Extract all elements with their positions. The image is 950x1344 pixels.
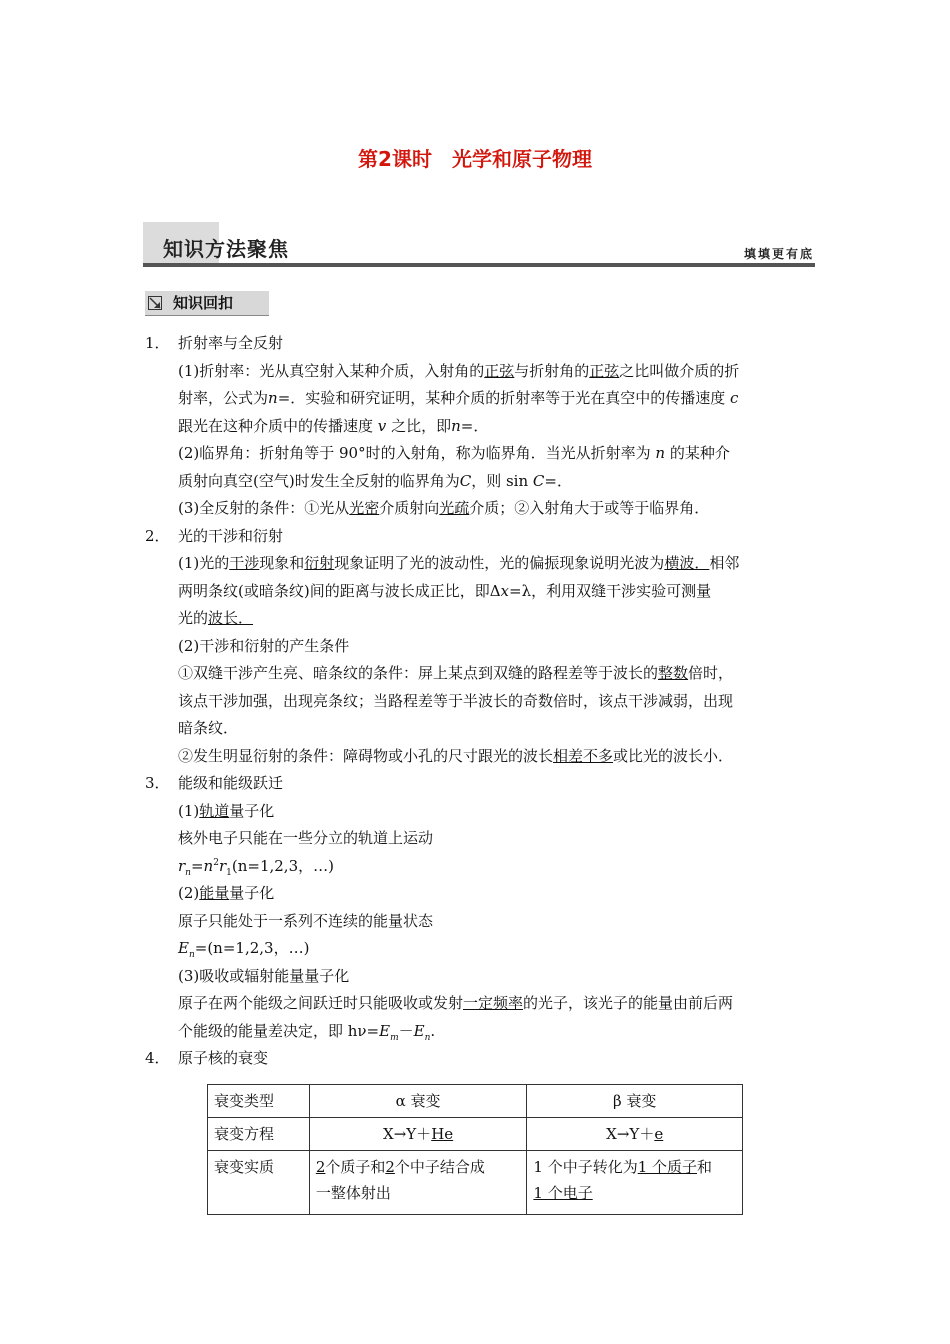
diagonal-arrow-icon	[148, 296, 162, 310]
text-line: (1)折射率：光从真空射入某种介质，入射角的正弦与折射角的正弦之比叫做介质的折	[178, 361, 740, 380]
item-number: 3．	[145, 774, 170, 792]
subsection-underline	[145, 315, 269, 316]
text-line: 核外电子只能在一些分立的轨道上运动	[178, 829, 434, 847]
item-heading	[145, 770, 815, 798]
text-line: (3)吸收或辐射能量量子化	[178, 966, 350, 985]
text-line: (2)能量量子化	[178, 884, 275, 902]
content	[145, 330, 815, 1073]
text-line: 该点干涉加强，出现亮条纹；当路程差等于半波长的奇数倍时，该点干涉减弱，出现	[178, 691, 734, 710]
item-heading	[145, 523, 815, 551]
text-line: ②发生明显衍射的条件：障碍物或小孔的尺寸跟光的波长相差不多或比光的波长小．	[178, 746, 734, 765]
item-title: 光的干涉和衍射	[178, 526, 284, 545]
table-cell: 衰变实质	[208, 1151, 310, 1215]
table-cell: 衰变类型	[208, 1085, 310, 1118]
item-heading	[145, 330, 815, 358]
table-row	[208, 1118, 743, 1151]
table-cell: β 衰变	[527, 1085, 743, 1118]
section-title: 知识方法聚焦	[163, 237, 289, 261]
item-number: 4．	[145, 1049, 170, 1067]
text-line: (1)光的干涉现象和衍射现象证明了光的波动性，光的偏振现象说明光波为横波．相邻	[178, 554, 740, 572]
item-title: 原子核的衰变	[178, 1049, 269, 1067]
decay-table	[207, 1084, 743, 1215]
table-cell: 衰变方程	[208, 1118, 310, 1151]
item-number: 2．	[145, 526, 170, 545]
text-line: 光的波长．	[178, 609, 254, 627]
text-line: 个能级的能量差决定，即 $h\nu=E_m-E_n$.	[178, 1021, 436, 1043]
formula-line: $r_n=n^2r_1(n=1,2,3$，…)	[178, 856, 334, 878]
text-line: ①双缝干涉产生亮、暗条纹的条件：屏上某点到双缝的路程差等于波长的整数倍时，	[178, 664, 734, 682]
formula-line: $E_n=(n=1,2,3$，…)	[178, 939, 310, 960]
section-subtitle: 填填更有底	[743, 247, 814, 261]
section-divider	[143, 263, 815, 267]
table-cell: α 衰变	[309, 1085, 527, 1118]
text-line: (3)全反射的条件：①光从光密介质射向光疏介质；②入射角大于或等于临界角．	[178, 499, 710, 517]
table-header-row	[208, 1085, 743, 1118]
text-line: 原子在两个能级之间跃迁时只能吸收或发射一定频率的光子，该光子的能量由前后两	[178, 994, 734, 1012]
item-title: 折射率与全反射	[178, 334, 284, 352]
text-line: (2)干涉和衍射的产生条件	[178, 636, 350, 655]
text-line: 暗条纹．	[178, 719, 239, 737]
item-number: 1．	[145, 334, 170, 352]
subsection-title: 知识回扣	[173, 294, 234, 312]
table-row	[208, 1151, 743, 1215]
table-cell: X→Y＋He	[309, 1118, 527, 1151]
table-cell: 1 个中子转化为1 个质子和 1 个电子	[527, 1151, 743, 1215]
text-line: 质射向真空(空气)时发生全反射的临界角为C，则 sin C=．	[178, 471, 572, 490]
text-line: 两明条纹(或暗条纹)间的距离与波长成正比，即Δx=λ，利用双缝干涉实验可测量	[178, 581, 712, 600]
text-line: (2)临界角：折射角等于 90°时的入射角，称为临界角．当光从折射率为 n 的某种介	[178, 444, 730, 462]
text-line: 跟光在这种介质中的传播速度 v 之比，即n=．	[178, 416, 489, 435]
table-cell: X→Y＋e	[527, 1118, 743, 1151]
table-cell: 2个质子和2个中子结合成 一整体射出	[309, 1151, 527, 1215]
text-line: 原子只能处于一系列不连续的能量状态	[178, 911, 434, 930]
text-line: (1)轨道量子化	[178, 801, 275, 820]
text-line: 射率，公式为n=．实验和研究证明，某种介质的折射率等于光在真空中的传播速度 c	[178, 389, 739, 407]
item-heading	[145, 1045, 815, 1073]
page-title: 第2课时 光学和原子物理	[358, 147, 592, 171]
item-title: 能级和能级跃迁	[178, 774, 284, 792]
